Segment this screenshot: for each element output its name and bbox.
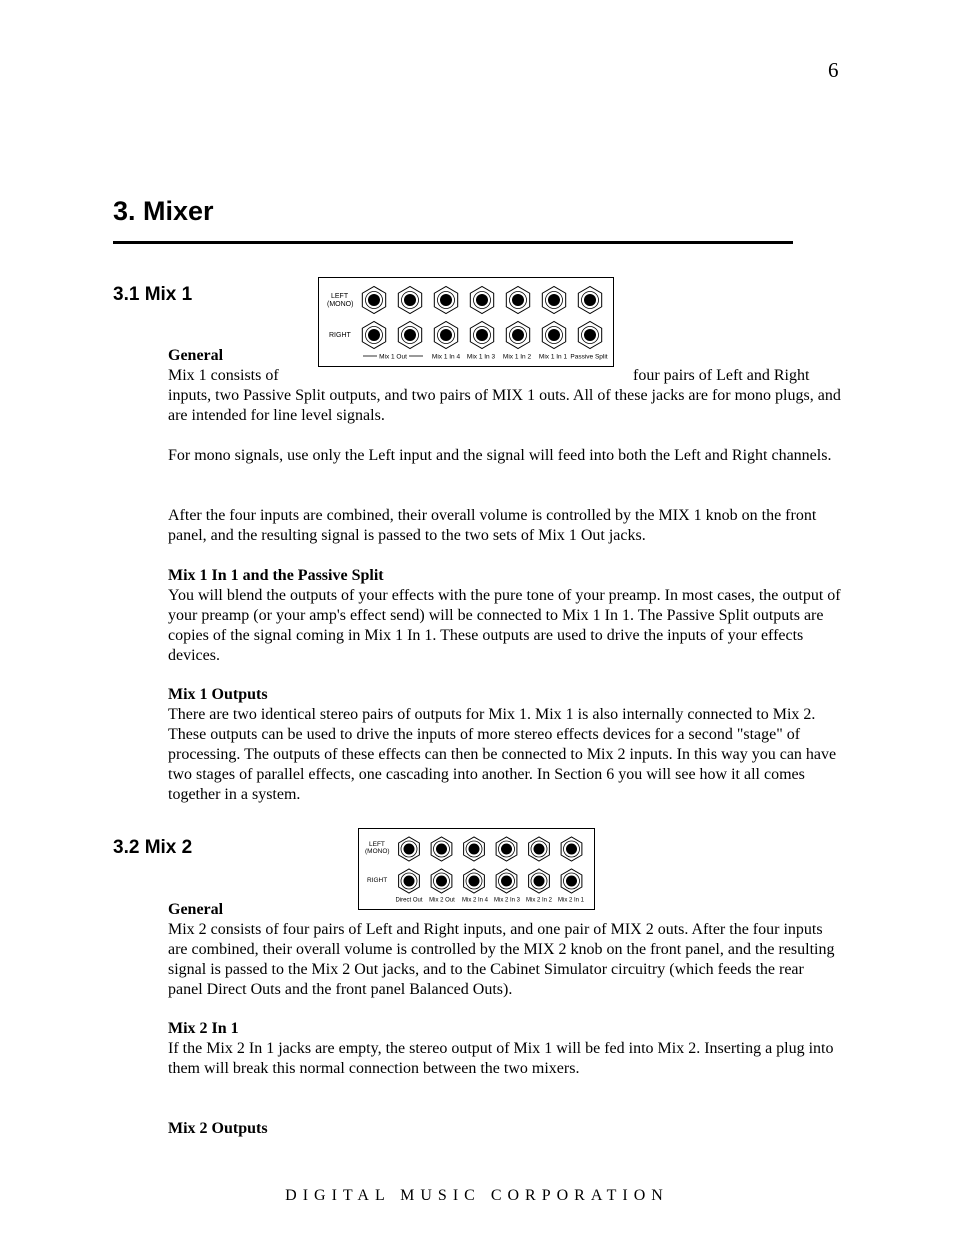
jack-label: Mix 2 In 4 xyxy=(461,897,489,904)
passive-split-paragraph: You will blend the outputs of your effects with the pure tone of your preamp. In most cases, the output of your preamp (or your amp's effect send) will be connected to Mix 1 In 1. The Passive Split outputs are copies of the signal coming in Mix 1 In 1. These outputs are used to drive the inputs of your effects devices. xyxy=(168,587,841,664)
jack-socket xyxy=(440,294,452,306)
jack-socket xyxy=(501,876,512,887)
jack-socket xyxy=(404,876,415,887)
jack-socket xyxy=(534,876,545,887)
mono-paragraph: For mono signals, use only the Left input and the signal will feed into both the Left and Right channels. xyxy=(168,447,832,464)
right-label: RIGHT xyxy=(329,332,351,339)
subheading-general: General xyxy=(168,347,224,364)
section-title-mix2: 3.2 Mix 2 xyxy=(113,837,193,858)
svg-text:(MONO): (MONO) xyxy=(365,848,390,855)
jack-socket xyxy=(440,329,452,341)
mix2-general-paragraph: Mix 2 consists of four pairs of Left and Right inputs, and one pair of MIX 2 outs. After the four inputs are combined, their overall volume is controlled by the MIX 2 knob on the front panel, and the resulting signal is passed to the Mix 2 Out jacks, and to the Cabinet Simulator circuitry (which feeds the rear panel Direct Outs and the front panel Balanced Outs). xyxy=(168,921,835,998)
passive-split-block xyxy=(168,566,842,666)
jack-socket xyxy=(476,294,488,306)
mix1-outputs-paragraph: There are two identical stereo pairs of outputs for Mix 1. Mix 1 is also internally connected to Mix 2. These outputs can be used to drive the inputs of more stereo effects devices for a second "stage" of processing. The outputs of these effects can then be connected to Mix 2 inputs. In this way you can have two stages of parallel effects, one cascading into another. In Section 6 you will see how it all comes together in a system. xyxy=(168,706,837,803)
mix2-outputs-block xyxy=(168,1119,842,1139)
mix1-general-block xyxy=(168,346,842,426)
general-line-end: four pairs of Left and Right xyxy=(633,367,810,384)
subheading-mix2-outputs: Mix 2 Outputs xyxy=(168,1120,268,1137)
jack-socket xyxy=(404,294,416,306)
general-paragraph: inputs, two Passive Split outputs, and two pairs of MIX 1 outs. All of these jacks are for mono plugs, and are intended for line level signals. xyxy=(168,387,841,424)
jack-socket xyxy=(534,844,545,855)
jack-socket xyxy=(469,844,480,855)
mix1-jacks xyxy=(362,287,601,349)
mix2-in1-block xyxy=(168,1019,842,1079)
jack-label: Mix 2 In 3 xyxy=(493,897,521,904)
jack-label: Mix 1 Out xyxy=(379,353,407,361)
left-mono-label: LEFT xyxy=(331,293,349,300)
mix2-panel-diagram xyxy=(359,829,593,908)
jack-label: Direct Out xyxy=(395,897,423,904)
jack-label: Mix 2 In 2 xyxy=(525,897,553,904)
jack-socket xyxy=(584,294,596,306)
jack-socket xyxy=(368,294,380,306)
right-label: RIGHT xyxy=(367,877,388,884)
jack-socket xyxy=(548,329,560,341)
page-number: 6 xyxy=(828,58,839,82)
volume-paragraph: After the four inputs are combined, their overall volume is controlled by the MIX 1 knob on the front panel, and the resulting signal is passed to the two sets of Mix 1 Out jacks. xyxy=(168,507,817,544)
jack-socket xyxy=(512,329,524,341)
jack-socket xyxy=(584,329,596,341)
mix2-in1-paragraph: If the Mix 2 In 1 jacks are empty, the stereo output of Mix 1 will be fed into Mix 2. Inserting a plug into them will break this normal connection between the two mixers. xyxy=(168,1040,834,1077)
jack-label: Mix 1 In 4 xyxy=(431,353,461,361)
jack-label: Mix 1 In 1 xyxy=(538,353,568,361)
subheading-mix1-outputs: Mix 1 Outputs xyxy=(168,686,268,703)
mix2-jack-panel xyxy=(358,828,595,910)
general-line-start: Mix 1 consists of xyxy=(168,367,279,384)
chapter-rule xyxy=(113,241,793,244)
jack-socket xyxy=(404,329,416,341)
jack-label: Mix 2 Out xyxy=(429,897,455,904)
jack-label: Mix 1 In 2 xyxy=(502,353,532,361)
jack-label: Mix 2 In 1 xyxy=(557,897,585,904)
jack-socket xyxy=(501,844,512,855)
jack-socket xyxy=(548,294,560,306)
jack-socket xyxy=(436,844,447,855)
subheading-general: General xyxy=(168,901,224,918)
left-mono-label: LEFT xyxy=(369,841,385,848)
chapter-title: 3. Mixer xyxy=(113,196,214,226)
jack-socket xyxy=(469,876,480,887)
svg-text:(MONO): (MONO) xyxy=(327,301,354,308)
footer-company-name: DIGITAL MUSIC CORPORATION xyxy=(285,1187,669,1204)
jack-label: Mix 1 In 3 xyxy=(466,353,496,361)
subheading-mix2-in1: Mix 2 In 1 xyxy=(168,1020,239,1037)
section-title-mix1: 3.1 Mix 1 xyxy=(113,284,193,305)
jack-socket xyxy=(566,876,577,887)
jack-socket xyxy=(368,329,380,341)
jack-label: Passive Split xyxy=(570,353,608,361)
jack-socket xyxy=(476,329,488,341)
jack-socket xyxy=(512,294,524,306)
jack-socket xyxy=(436,876,447,887)
mix1-outputs-block xyxy=(168,685,842,805)
jack-socket xyxy=(404,844,415,855)
mix2-general-block xyxy=(168,897,842,1000)
jack-socket xyxy=(566,844,577,855)
mix2-jacks xyxy=(399,837,582,893)
subheading-passive-split: Mix 1 In 1 and the Passive Split xyxy=(168,567,384,584)
